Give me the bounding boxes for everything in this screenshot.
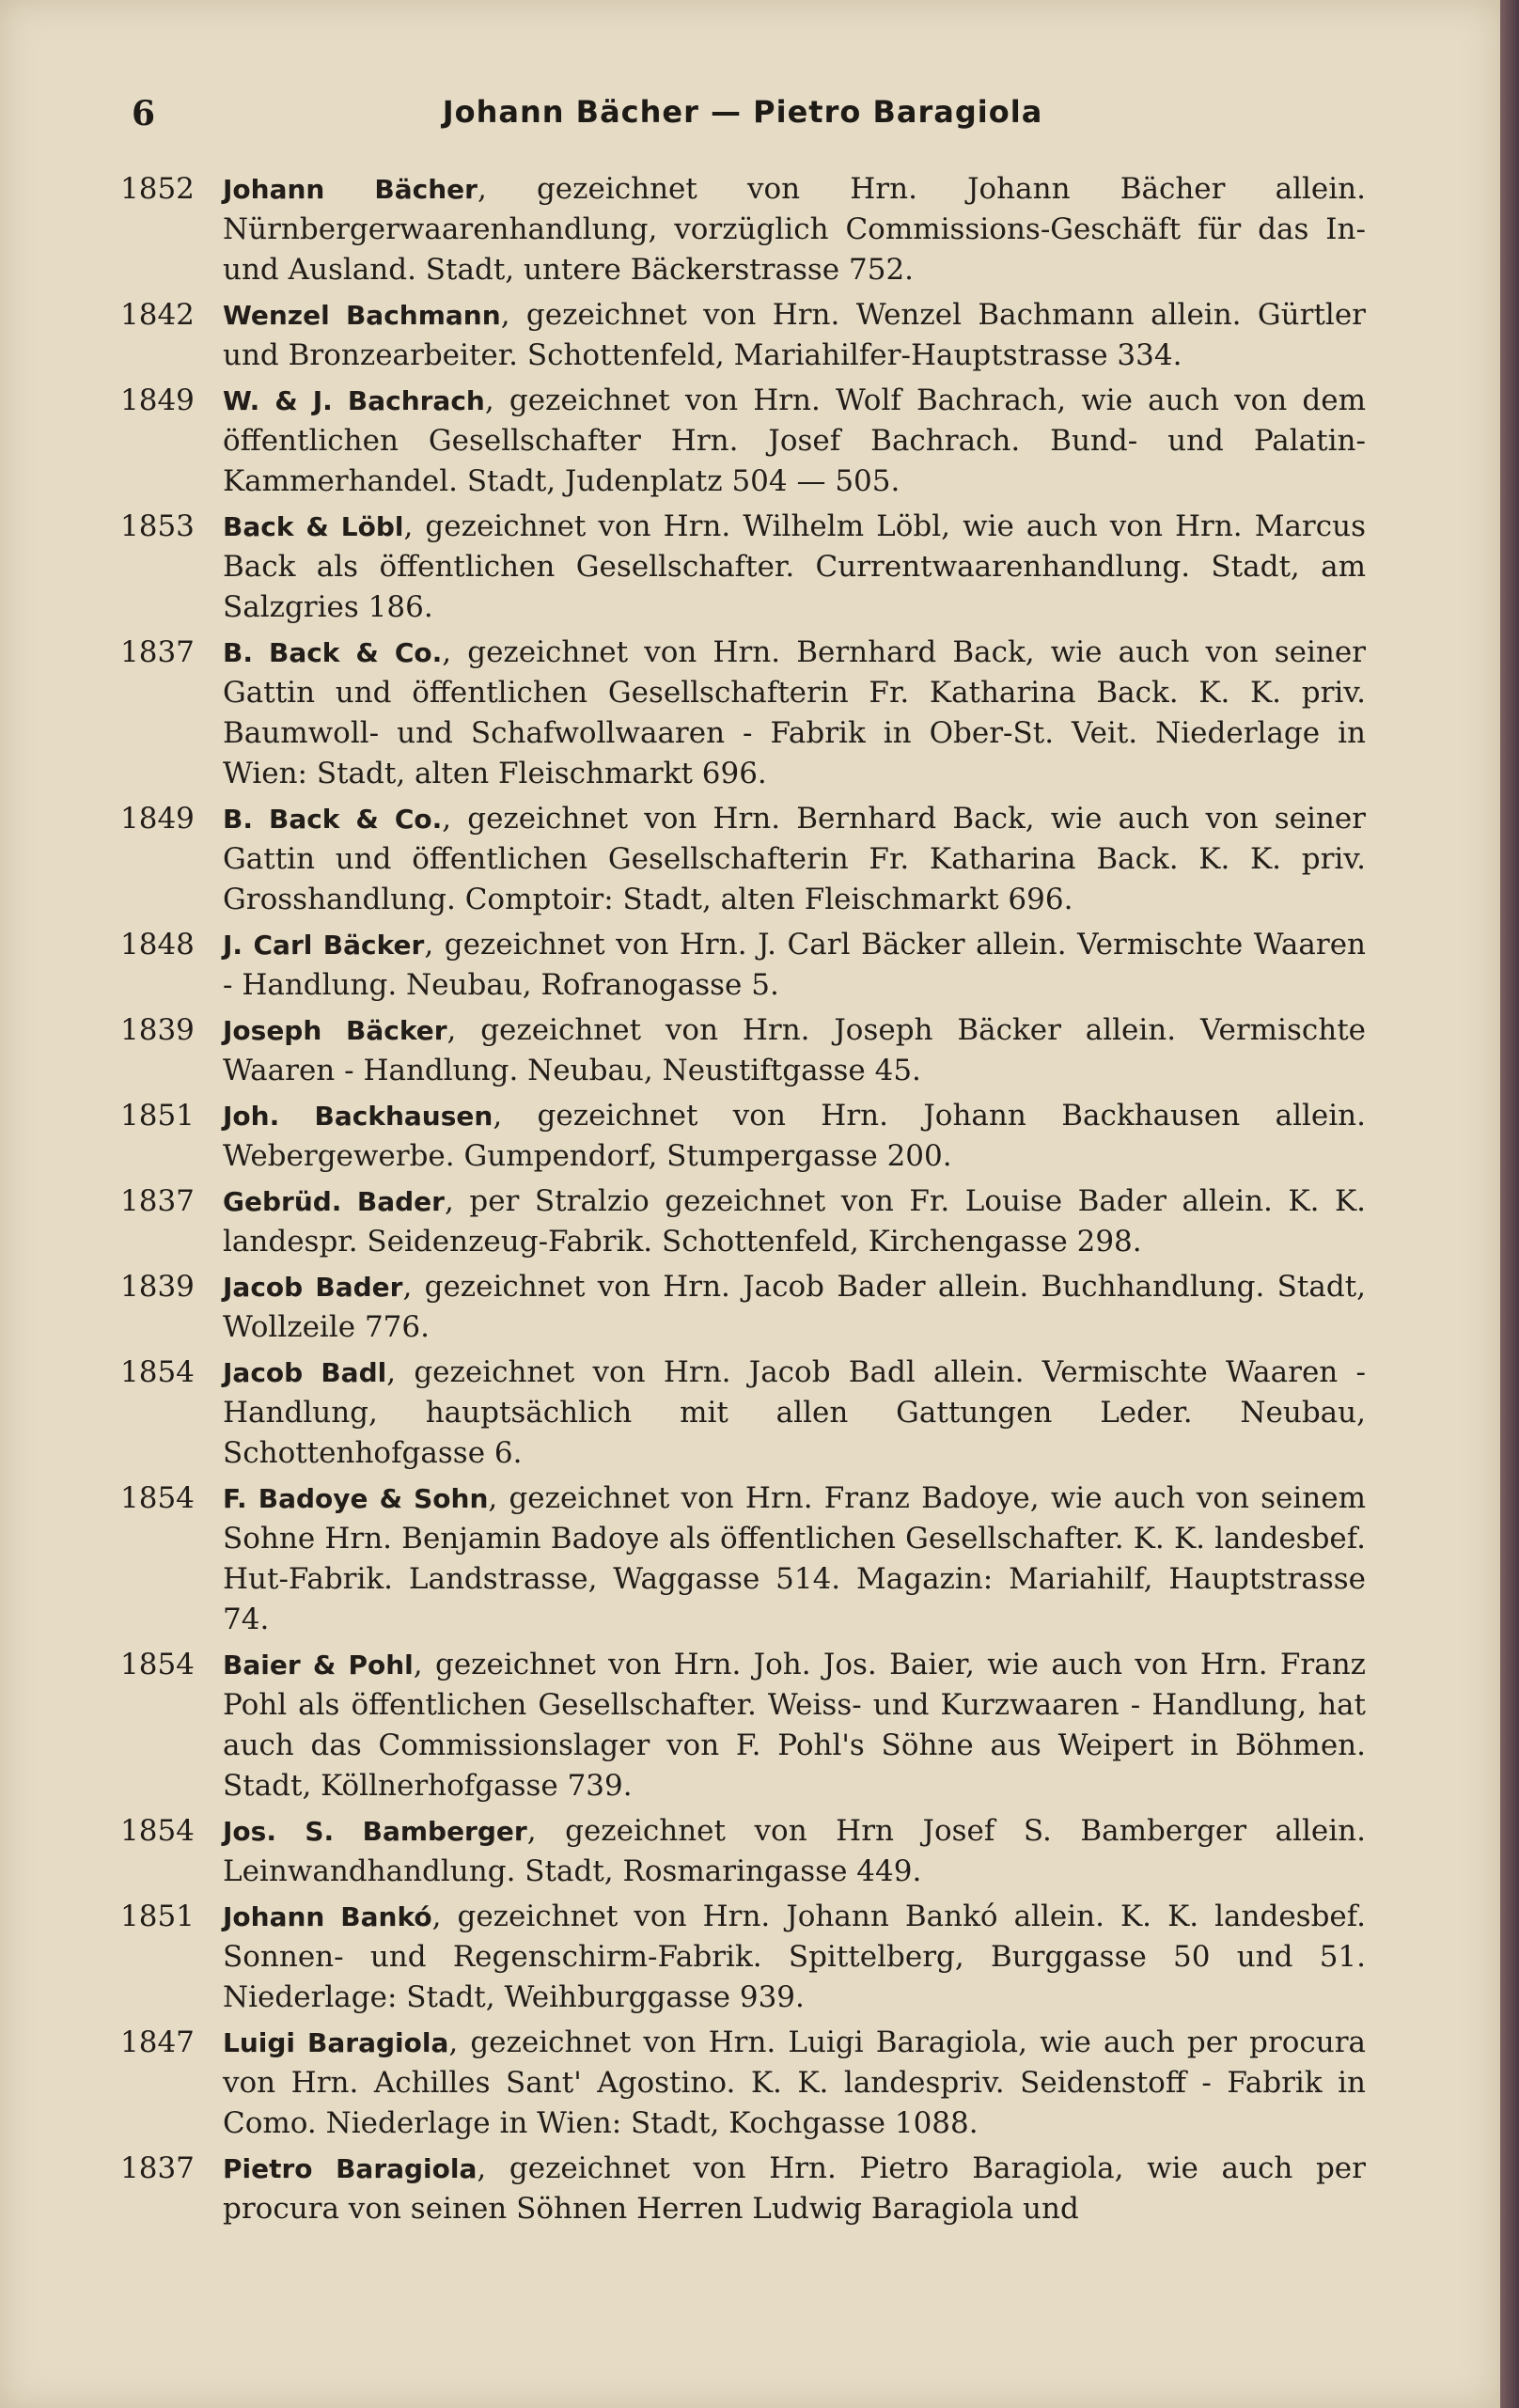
firm-name: Baier & Pohl <box>223 1650 414 1681</box>
list-item <box>120 1096 1366 1177</box>
entry-description: , gezeichnet von Hrn. Franz Badoye, wie auch von seinem Sohne Hrn. Benjamin Badoye als öffentlichen Gesellschafter. K. K. landesbef. Hut-Fabrik. Landstrasse, Waggasse 514. Magazin: Mariahilf, Hauptstrasse 74. <box>223 1481 1366 1636</box>
firm-name: Back & Löbl <box>223 511 404 542</box>
firm-name: Johann Bächer <box>223 174 478 205</box>
entry-year: 1842 <box>120 298 195 332</box>
entry-text <box>223 381 1366 502</box>
list-item <box>120 169 1366 290</box>
entry-year: 1854 <box>120 1648 195 1681</box>
entry-description: , gezeichnet von Hrn. Johann Bankó allein. K. K. landesbef. Sonnen- und Regenschirm-Fabrik. Spittelberg, Burggasse 50 und 51. Niederlage: Stadt, Weihburggasse 939. <box>223 1900 1367 2014</box>
list-item <box>120 507 1366 628</box>
entry-text <box>223 1096 1366 1177</box>
entry-text <box>223 1897 1366 2018</box>
entry-description: , gezeichnet von Hrn. Johann Bächer allein. Nürnbergerwaarenhandlung, vorzüglich Commissions-Geschäft für das In- und Ausland. Stadt, untere Bäckerstrasse 752. <box>223 172 1366 287</box>
running-head: Johann Bächer — Pietro Baragiola <box>442 94 1043 130</box>
entry-text <box>223 799 1366 920</box>
entry-description: , per Stralzio gezeichnet von Fr. Louise Bader allein. K. K. landespr. Seidenzeug-Fabrik. Schottenfeld, Kirchengasse 298. <box>223 1184 1367 1259</box>
firm-name: F. Badoye & Sohn <box>223 1483 489 1514</box>
list-item <box>120 381 1366 502</box>
entry-year: 1853 <box>120 509 195 543</box>
firm-name: Joh. Backhausen <box>223 1101 493 1132</box>
book-spine-edge <box>1500 0 1519 2408</box>
firm-name: Jacob Badl <box>223 1357 387 1388</box>
list-item <box>120 925 1366 1006</box>
entry-text <box>223 2149 1366 2229</box>
entry-description: , gezeichnet von Hrn. J. Carl Bäcker allein. Vermischte Waaren - Handlung. Neubau, Rofranogasse 5. <box>223 928 1367 1002</box>
entry-description: , gezeichnet von Hrn. Johann Backhausen allein. Webergewerbe. Gumpendorf, Stumpergasse 200. <box>223 1099 1367 1173</box>
entry-year: 1847 <box>120 2025 195 2059</box>
entry-year: 1849 <box>120 383 195 417</box>
entry-text <box>223 1010 1366 1091</box>
entry-year: 1837 <box>120 1184 195 1218</box>
entry-year: 1839 <box>120 1013 195 1047</box>
entry-year: 1854 <box>120 1481 195 1515</box>
firm-name: Jos. S. Bamberger <box>223 1816 527 1847</box>
list-item <box>120 2149 1366 2229</box>
list-item <box>120 1353 1366 1474</box>
list-item <box>120 295 1366 376</box>
entry-description: , gezeichnet von Hrn. Jacob Bader allein. Buchhandlung. Stadt, Wollzeile 776. <box>223 1270 1367 1344</box>
entry-year: 1851 <box>120 1099 195 1133</box>
entry-text <box>223 1267 1366 1348</box>
entry-text <box>223 1645 1366 1806</box>
firm-name: Jacob Bader <box>223 1272 403 1303</box>
entry-text <box>223 295 1366 376</box>
firm-name: Luigi Baragiola <box>223 2027 449 2058</box>
list-item <box>120 1811 1366 1892</box>
entry-year: 1852 <box>120 172 195 206</box>
entry-description: , gezeichnet von Hrn Josef S. Bamberger allein. Leinwandhandlung. Stadt, Rosmaringasse 449. <box>223 1814 1367 1888</box>
entry-description: , gezeichnet von Hrn. Wenzel Bachmann allein. Gürtler und Bronzearbeiter. Schottenfeld, Mariahilfer-Hauptstrasse 334. <box>223 298 1367 372</box>
list-item <box>120 2023 1366 2144</box>
firm-name: B. Back & Co. <box>223 637 443 668</box>
entry-list <box>120 169 1366 2234</box>
entry-text <box>223 633 1366 794</box>
page-header <box>132 94 1354 147</box>
entry-year: 1854 <box>120 1814 195 1848</box>
list-item <box>120 1478 1366 1640</box>
entry-description: , gezeichnet von Hrn. Joseph Bäcker allein. Vermischte Waaren - Handlung. Neubau, Neustiftgasse 45. <box>223 1013 1366 1087</box>
entry-text <box>223 925 1366 1006</box>
entry-year: 1851 <box>120 1900 195 1933</box>
firm-name: Joseph Bäcker <box>223 1015 447 1046</box>
entry-text <box>223 1811 1366 1892</box>
entry-description: , gezeichnet von Hrn. Jacob Badl allein. Vermischte Waaren - Handlung, hauptsächlich mit allen Gattungen Leder. Neubau, Schottenhofgasse 6. <box>223 1355 1366 1470</box>
entry-text <box>223 1478 1366 1640</box>
entry-description: , gezeichnet von Hrn. Bernhard Back, wie auch von seiner Gattin und öffentlichen Gesellschafterin Fr. Katharina Back. K. K. priv. Baumwoll- und Schafwollwaaren - Fabrik in Ober-St. Veit. Niederlage in Wien: Stadt, alten Fleischmarkt 696. <box>223 635 1366 790</box>
firm-name: Johann Bankó <box>223 1901 432 1932</box>
entry-year: 1837 <box>120 2151 195 2185</box>
entry-year: 1837 <box>120 635 195 669</box>
entry-description: , gezeichnet von Hrn. Bernhard Back, wie auch von seiner Gattin und öffentlichen Gesellschafterin Fr. Katharina Back. K. K. priv. Grosshandlung. Comptoir: Stadt, alten Fleischmarkt 696. <box>223 802 1366 916</box>
list-item <box>120 1267 1366 1348</box>
entry-text <box>223 1353 1366 1474</box>
entry-description: , gezeichnet von Hrn. Wilhelm Löbl, wie auch von Hrn. Marcus Back als öffentlichen Gesellschafter. Currentwaarenhandlung. Stadt, am Salzgries 186. <box>223 509 1366 624</box>
firm-name: Wenzel Bachmann <box>223 300 501 331</box>
entry-description: , gezeichnet von Hrn. Wolf Bachrach, wie auch von dem öffentlichen Gesellschafter Hrn. Josef Bachrach. Bund- und Palatin-Kammerhandel. Stadt, Judenplatz 504 — 505. <box>223 383 1366 498</box>
entry-description: , gezeichnet von Hrn. Luigi Baragiola, wie auch per procura von Hrn. Achilles Sant' Agostino. K. K. landespriv. Seidenstoff - Fabrik in Como. Niederlage in Wien: Stadt, Kochgasse 1088. <box>223 2025 1366 2140</box>
entry-description: , gezeichnet von Hrn. Pietro Baragiola, wie auch per procura von seinen Söhnen Herren Ludwig Baragiola und <box>223 2151 1366 2226</box>
firm-name: B. Back & Co. <box>223 804 443 835</box>
list-item <box>120 1645 1366 1806</box>
entry-text <box>223 2023 1366 2144</box>
entry-year: 1854 <box>120 1355 195 1389</box>
page-number: 6 <box>132 94 156 133</box>
list-item <box>120 1181 1366 1262</box>
list-item <box>120 633 1366 794</box>
entry-text <box>223 169 1366 290</box>
firm-name: W. & J. Bachrach <box>223 385 485 416</box>
firm-name: Gebrüd. Bader <box>223 1186 445 1217</box>
entry-text <box>223 1181 1366 1262</box>
list-item <box>120 1010 1366 1091</box>
entry-text <box>223 507 1366 628</box>
firm-name: Pietro Baragiola <box>223 2153 478 2184</box>
entry-year: 1839 <box>120 1270 195 1304</box>
list-item <box>120 799 1366 920</box>
entry-year: 1849 <box>120 802 195 836</box>
firm-name: J. Carl Bäcker <box>223 930 425 961</box>
entry-description: , gezeichnet von Hrn. Joh. Jos. Baier, wie auch von Hrn. Franz Pohl als öffentlichen Gesellschafter. Weiss- und Kurzwaaren - Handlung, hat auch das Commissionslager von F. Pohl's Söhne aus Weipert in Böhmen. Stadt, Köllnerhofgasse 739. <box>223 1648 1366 1803</box>
list-item <box>120 1897 1366 2018</box>
entry-year: 1848 <box>120 928 195 962</box>
